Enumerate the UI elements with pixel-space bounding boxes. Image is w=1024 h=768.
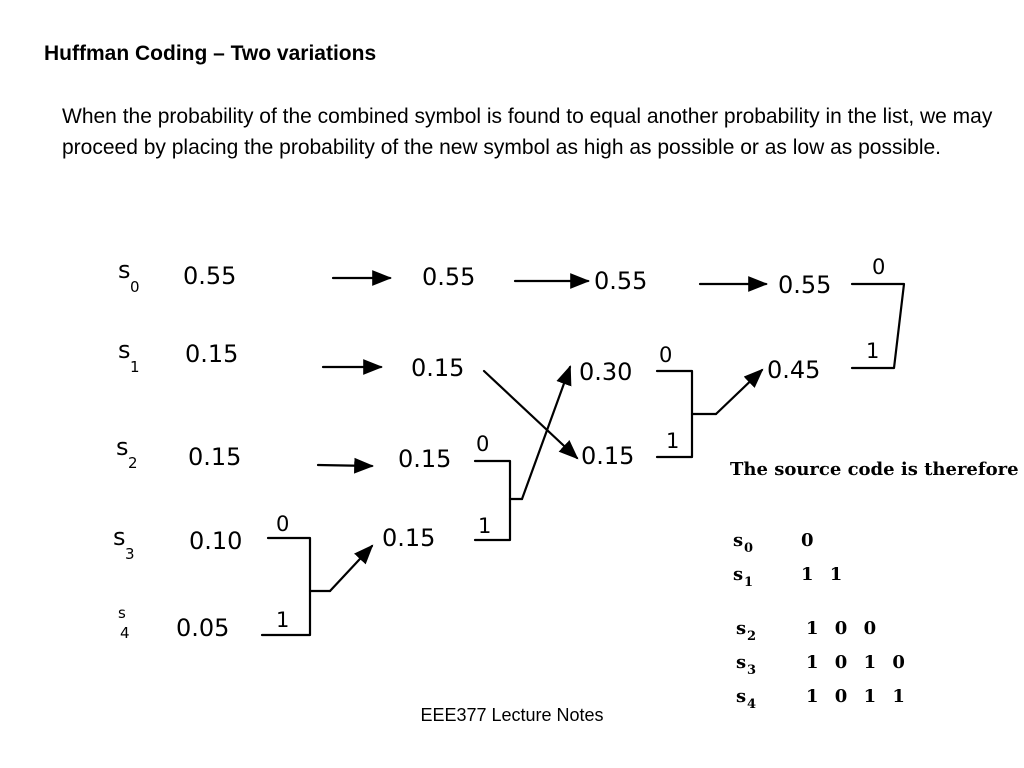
code-row-s0 [733,530,819,556]
merge4-bit-1: 1 [866,339,880,363]
slide-body-text: When the probability of the combined symbol is found to equal another probability in the list, we may proceed by placing the probability of the new symbol as high as possible or as low as possible. [62,105,993,159]
slide-title: Huffman Coding – Two variations [44,42,377,65]
symbol-label-s3 [113,523,135,563]
code-row-s3 [736,652,910,678]
symbol-label-s1 [118,336,140,376]
symbol-subscript: 3 [125,545,135,563]
source-code-heading: The source code is therefore [730,459,1019,480]
symbol-subscript: 0 [130,278,140,296]
code-subscript: 1 [744,575,754,590]
symbol-subscript: 4 [120,624,130,642]
stage0-prob-3: 0.10 [189,527,243,555]
code-symbol: s [736,652,747,673]
code-symbol: s [736,686,747,707]
merge3-bit-1: 1 [666,429,680,453]
code-value: 1 1 [801,564,848,585]
merge2-bit-0: 0 [476,432,490,456]
symbol-subscript: 1 [130,358,140,376]
code-value: 1 0 0 [806,618,882,639]
code-symbol: s [733,564,744,585]
stage2-prob-2: 0.15 [581,442,635,470]
code-row-s2 [736,618,881,644]
merge3-bit-0: 0 [659,343,673,367]
arrow-merge-1 [330,546,372,591]
stage3-prob-1: 0.45 [767,356,821,384]
arrow-s2-stage1 [318,465,372,466]
stage2-prob-1: 0.30 [579,358,633,386]
symbol-letter: s [116,433,129,461]
symbol-letter: s [118,336,131,364]
arrow-merge-3 [716,370,762,414]
symbol-letter: s [113,523,126,551]
stage2-prob-0: 0.55 [594,267,648,295]
symbol-letter: s [118,256,131,284]
stage0-prob-2: 0.15 [188,443,242,471]
code-subscript: 3 [747,663,757,678]
stage0-prob-0: 0.55 [183,262,237,290]
slide-footer: EEE377 Lecture Notes [420,705,604,725]
code-symbol: s [736,618,747,639]
stage1-prob-2: 0.15 [398,445,452,473]
merge4-bit-0: 0 [872,255,886,279]
merge1-bit-0: 0 [276,512,290,536]
stage1-prob-0: 0.55 [422,263,476,291]
stage0-prob-1: 0.15 [185,340,239,368]
stage1-prob-1: 0.15 [411,354,465,382]
stage1-prob-3: 0.15 [382,524,436,552]
code-symbol: s [733,530,744,551]
code-subscript: 2 [747,629,757,644]
code-value: 1 0 1 1 [806,686,910,707]
arrow-merge-2 [522,367,570,499]
code-row-s1 [733,564,847,590]
merge2-bit-1: 1 [478,514,492,538]
stage3-prob-0: 0.55 [778,271,832,299]
symbol-label-s2 [116,433,138,472]
symbol-letter: s [118,604,126,622]
symbol-subscript: 2 [128,454,138,472]
code-value: 0 [801,530,819,551]
merge1-bit-1: 1 [276,608,290,632]
code-subscript: 4 [747,697,757,712]
code-value: 1 0 1 0 [806,652,910,673]
code-subscript: 0 [744,541,754,556]
symbol-label-s0 [118,256,140,296]
symbol-label-s4 [118,604,130,642]
stage0-prob-4: 0.05 [176,614,230,642]
